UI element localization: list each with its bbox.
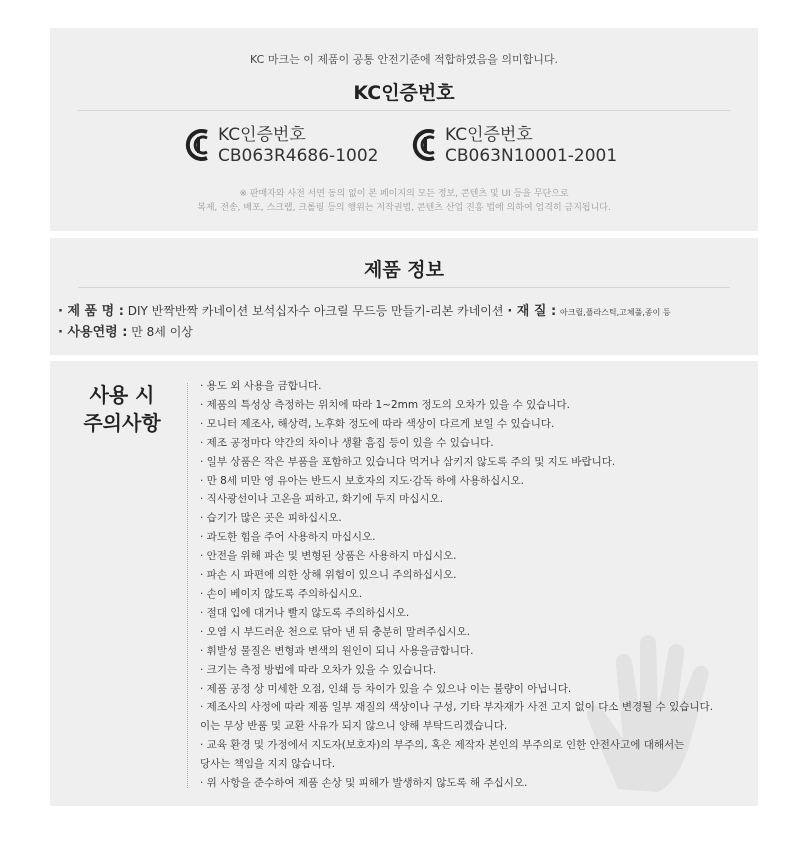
kc-notice: KC 마크는 이 제품이 공통 안전기준에 적합하였음을 의미합니다. [250, 53, 558, 66]
kc-divider [78, 110, 730, 111]
caution-item: · 안전을 위해 파손 및 변형된 상품은 사용하지 마십시오. [200, 550, 457, 563]
caution-item: · 모니터 제조사, 해상력, 노후화 정도에 따라 색상이 다르게 보일 수 있습니다. [200, 417, 555, 430]
product-name-row [58, 300, 671, 319]
caution-item: · 위 사항을 준수하여 제품 손상 및 피해가 발생하지 않도록 해 주십시오. [200, 777, 528, 790]
kc-cert-number: CB063N10001-2001 [445, 146, 618, 166]
kc-mark-icon [185, 126, 213, 164]
caution-item: 이는 무상 반품 및 교환 사유가 되지 않으니 양해 부탁드리겠습니다. [200, 720, 508, 733]
age-value: 만 8세 이상 [131, 325, 193, 339]
product-info-panel [50, 238, 758, 355]
caution-item: · 교육 환경 및 가정에서 지도자(보호자)의 부주의, 혹은 제작자 본인의 부주의로 인한 안전사고에 대해서는 [200, 739, 685, 752]
caution-item: · 크기는 측정 방법에 따라 오차가 있을 수 있습니다. [200, 663, 437, 676]
kc-disclaimer-line: ※ 판매자와 사전 서면 동의 없이 본 페이지의 모든 정보, 콘텐츠 및 UI 등을 무단으로 [239, 189, 569, 199]
caution-item: · 절대 입에 대거나 빨지 않도록 주의하십시오. [200, 606, 410, 619]
caution-item: · 용도 외 사용을 금합니다. [200, 380, 322, 392]
caution-item: · 습기가 많은 곳은 피하십시오. [200, 512, 342, 525]
product-name-value: DIY 반짝반짝 카네이션 보석십자수 아크릴 무드등 만들기-리본 카네이션 [127, 304, 504, 318]
caution-title-line: 사용 시 [89, 383, 155, 407]
caution-item: · 파손 시 파편에 의한 상해 위험이 있으니 주의하십시오. [200, 569, 457, 582]
caution-item: · 직사광선이나 고온을 피하고, 화기에 두지 마십시오. [200, 493, 444, 506]
kc-cert-label: KC인증번호 [218, 125, 306, 145]
caution-list [200, 377, 740, 793]
kc-cert-2 [412, 125, 617, 167]
kc-mark-icon [412, 126, 440, 164]
caution-item: · 제품 공정 상 미세한 오점, 인쇄 등 차이가 있을 수 있으나 이는 불량이 아닙니다. [200, 682, 572, 695]
caution-item: · 과도한 힘을 주어 사용하지 마십시오. [200, 531, 376, 544]
material-label: · 재 질 : [507, 304, 557, 319]
age-label: · 사용연령 : [58, 325, 128, 340]
caution-item: · 제조 공정마다 약간의 차이나 생활 흠집 등이 있을 수 있습니다. [200, 436, 494, 449]
caution-item: · 휘발성 물질은 변형과 변색의 원인이 되니 사용을금합니다. [200, 644, 474, 657]
material-value: 아크릴,플라스틱,고체풀,종이 등 [559, 308, 671, 317]
product-name-label: · 제 품 명 : [58, 304, 124, 319]
caution-item: · 손이 베이지 않도록 주의하십시오. [200, 587, 363, 600]
kc-title: KC인증번호 [353, 82, 455, 104]
kc-cert-label: KC인증번호 [445, 125, 533, 145]
product-info-title: 제품 정보 [363, 259, 445, 281]
caution-item: 당사는 책임을 지지 않습니다. [200, 758, 336, 771]
caution-item: · 만 8세 미만 영 유아는 반드시 보호자의 지도·감독 하에 사용하십시오. [200, 474, 524, 487]
kc-cert-1 [185, 125, 378, 167]
caution-item: · 제품의 특성상 측정하는 위치에 따라 1~2mm 정도의 오차가 있을 수 있습니다. [200, 398, 571, 411]
kc-certification-panel [50, 28, 758, 231]
caution-title [74, 381, 170, 437]
caution-item: · 오염 시 부드러운 천으로 닦아 낸 뒤 충분히 말려주십시오. [200, 625, 471, 638]
caution-divider [187, 383, 189, 788]
caution-title-line: 주의사항 [83, 411, 161, 435]
product-info-divider [78, 287, 730, 288]
kc-cert-number: CB063R4686-1002 [218, 146, 379, 166]
caution-item: · 일부 상품은 작은 부품을 포함하고 있습니다 먹거나 삼키지 않도록 주의 및 지도 바랍니다. [200, 455, 616, 468]
age-row [58, 321, 193, 340]
kc-disclaimer-line: 복제, 전송, 배포, 스크랩, 크롤링 등의 행위는 저작권법, 콘텐츠 산업 진흥 법에 의하여 엄격히 금지됩니다. [197, 203, 611, 213]
caution-panel [50, 361, 758, 806]
caution-item: · 제조사의 사정에 따라 제품 일부 재질의 색상이나 구성, 기타 부자재가 사전 고지 없이 다소 변경될 수 있습니다. [200, 701, 714, 714]
kc-disclaimer [50, 187, 758, 215]
